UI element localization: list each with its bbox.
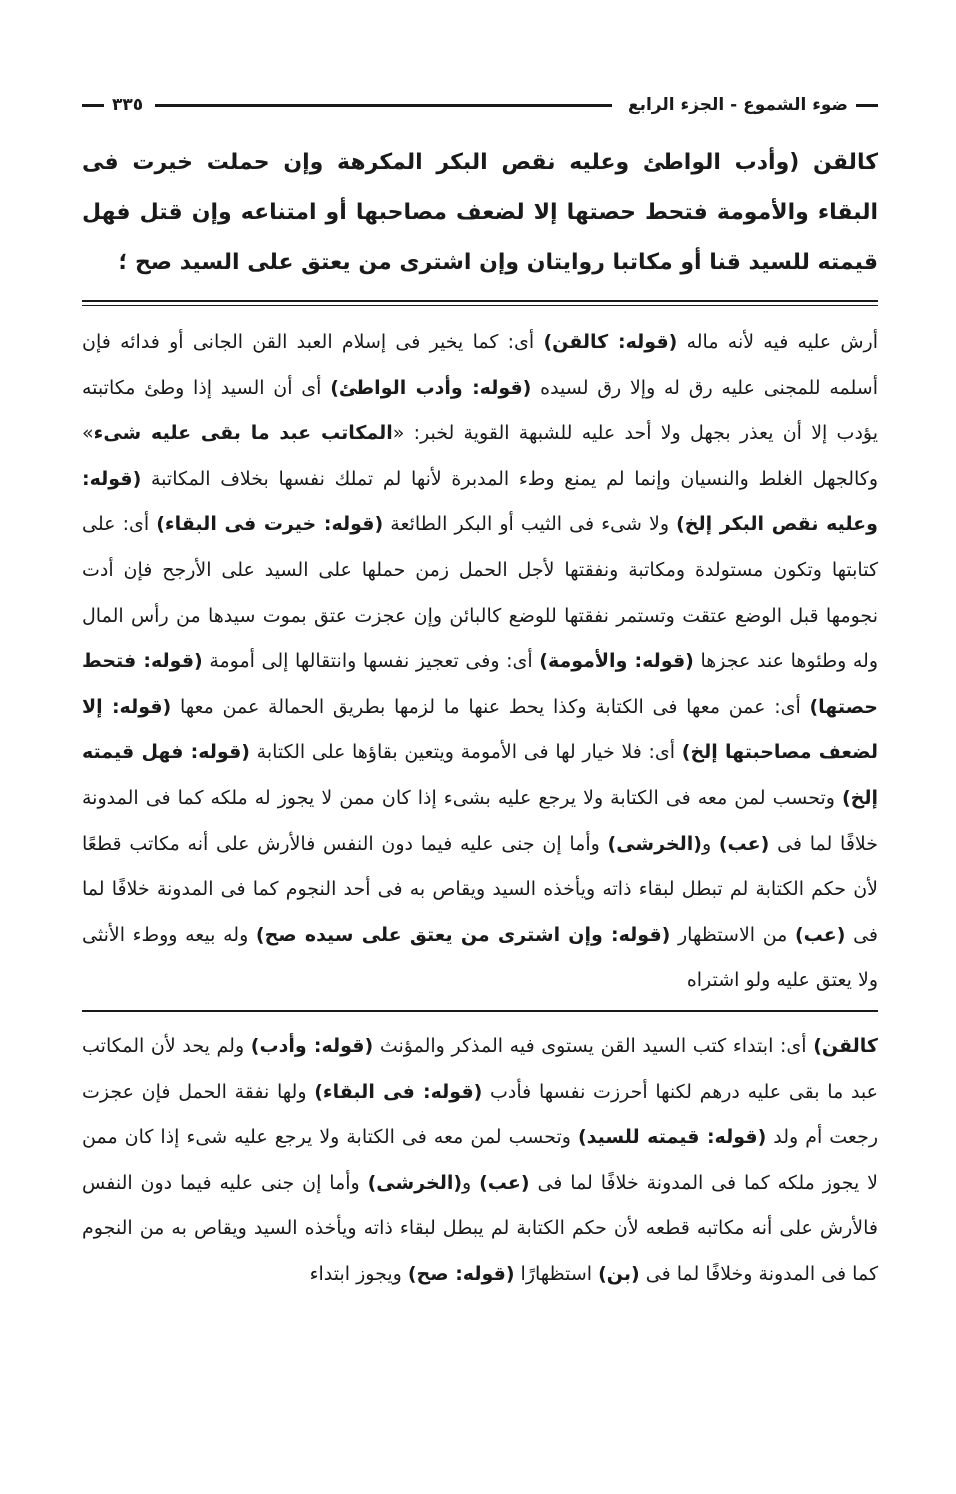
lemma-text: (قوله: فهل قيمته إلخ): [82, 741, 878, 809]
lemma-text: المكاتب عبد ما بقى عليه شىء: [93, 422, 393, 445]
body-text: أى: كما يخير فى إسلام العبد القن الجانى أو فدائه فإن أسلمه للمجنى عليه رق له وإلا رق لسيده: [82, 331, 878, 399]
footnote-divider: [82, 1010, 878, 1012]
lemma-text: (قوله: وإن اشترى من يعتق على سيده صح): [255, 923, 671, 946]
body-text: وتحسب لمن معه فى الكتابة ولا يرجع عليه شىء إذا كان ممن لا يجوز ملكه كما فى المدونة خلافًا لما فى: [82, 1126, 879, 1194]
body-text: أى أن السيد إذا وطئ مكاتبته يؤدب إلا أن يعذر بجهل ولا أحد عليه للشبهة القوية لخبر: «: [82, 376, 879, 445]
body-text: أرش عليه فيه لأنه ماله: [677, 331, 878, 353]
body-text: من الاستظهار: [670, 923, 795, 946]
body-text: و: [462, 1171, 480, 1194]
body-text: ويجوز ابتداء: [309, 1262, 408, 1285]
body-text: » وكالجهل الغلط والنسيان وإنما لم يمنع وطء المدبرة لأنها لم تملك نفسها بخلاف المكاتبة: [82, 422, 878, 490]
body-text: وأما إن جنى عليه فيما دون النفس فالأرش على أنه مكاتب قطعًا لأن حكم الكتابة لم تبطل لبقاء ذاته ويأخذه السيد ويقاص به فى أحد النجوم كما فى المدونة خلافًا لما فى: [82, 832, 879, 946]
lemma-text: (قوله: صح): [407, 1262, 515, 1285]
lemma-text: (عب): [794, 923, 846, 946]
lemma-text: (عب): [718, 832, 770, 855]
body-text: وله بيعه ووطء الأنثى ولا يعتق عليه ولو اشتراه: [82, 923, 878, 992]
header-dash-end: [82, 104, 104, 107]
matn-text: كالقن (وأدب الواطئ وعليه نقص البكر المكرهة وإن حملت خيرت فى البقاء والأمومة فتحط حصتها إلا لضعف مصاحبها أو امتناعه وإن قتل فهل قيمته للسيد قنا أو مكاتبا روايتان وإن اشترى من يعتق على السيد صح ؛: [82, 150, 878, 275]
running-header: [82, 88, 878, 122]
book-title: ضوء الشموع - الجزء الرابع: [627, 95, 848, 115]
body-text: و: [701, 832, 719, 855]
lemma-text: (قوله: وأدب الواطئ): [330, 376, 532, 399]
lemma-text: (قوله: وعليه نقص البكر إلخ): [82, 467, 878, 536]
lemma-text: (قوله: وأدب): [250, 1034, 374, 1057]
body-text: أى: وفى تعجيز نفسها وانتقالها إلى أمومة: [202, 650, 540, 673]
body-text: أى: على كتابتها وتكون مستولدة ومكاتبة ونفقتها لأجل الحمل زمن حملها على السيد على الأرجح فإن أدت نجومها قبل الوضع عتقت وتستمر نفقتها للوضع كالبائن وإن عجزت عتق بموت سيدها من رأس المال وله وطئوها عند عجزها: [82, 513, 879, 673]
lemma-text: (قوله: فى البقاء): [314, 1080, 483, 1103]
lemma-text: كالقن): [813, 1034, 878, 1057]
lemma-text: (الخرشى): [367, 1171, 463, 1194]
body-text: أى: ابتداء كتب السيد القن يستوى فيه المذكر والمؤنث: [373, 1034, 814, 1057]
lemma-text: (قوله: فتحط حصتها): [82, 650, 879, 718]
body-text: استظهارًا: [514, 1262, 599, 1285]
hashiya-footnote: [82, 1024, 878, 1298]
lemma-text: (عب): [479, 1171, 530, 1194]
book-page: [82, 88, 878, 1458]
page-number: ٣٣٥: [112, 95, 144, 115]
lemma-text: (الخرشى): [607, 832, 702, 855]
lemma-text: (قوله: والأمومة): [539, 650, 694, 673]
header-dash: [856, 104, 878, 107]
body-text: أى: فلا خيار لها فى الأمومة ويتعين بقاؤها على الكتابة: [249, 741, 682, 764]
body-text: ولها نفقة الحمل فإن عجزت رجعت أم ولد: [82, 1080, 879, 1149]
body-text: وتحسب لمن معه فى الكتابة ولا يرجع عليه بشىء إذا كان ممن لا يجوز له ملكه كما فى المدونة خلافًا لما فى: [82, 786, 878, 855]
lemma-text: (قوله: قيمته للسيد): [577, 1126, 767, 1149]
body-text: وأما إن جنى عليه فيما دون النفس فالأرش على أنه مكاتبه قطعه لأن حكم الكتابة لم يبطل لبقاء ذاته ويأخذه السيد ويقاص به من النجوم كما فى المدونة وخلافًا لما فى: [82, 1171, 878, 1285]
lemma-text: (بن): [598, 1262, 640, 1285]
lemma-text: (قوله: كالقن): [543, 331, 678, 353]
lemma-text: (قوله: خيرت فى البقاء): [156, 513, 384, 536]
matn-divider: [82, 300, 878, 306]
sharh-commentary: [82, 320, 878, 1004]
body-text: ولم يحد لأن المكاتب عبد ما بقى عليه درهم لكنها أحرزت نفسها فأدب: [82, 1034, 878, 1103]
body-text: ولا شىء فى الثيب أو البكر الطائعة: [383, 513, 677, 536]
header-rule: [155, 104, 612, 107]
lemma-text: (قوله: إلا لضعف مصاحبتها إلخ): [82, 695, 878, 764]
body-text: أى: عمن معها فى الكتابة وكذا يحط عنها ما لزمها بطريق الحمالة عمن معها: [171, 695, 810, 718]
